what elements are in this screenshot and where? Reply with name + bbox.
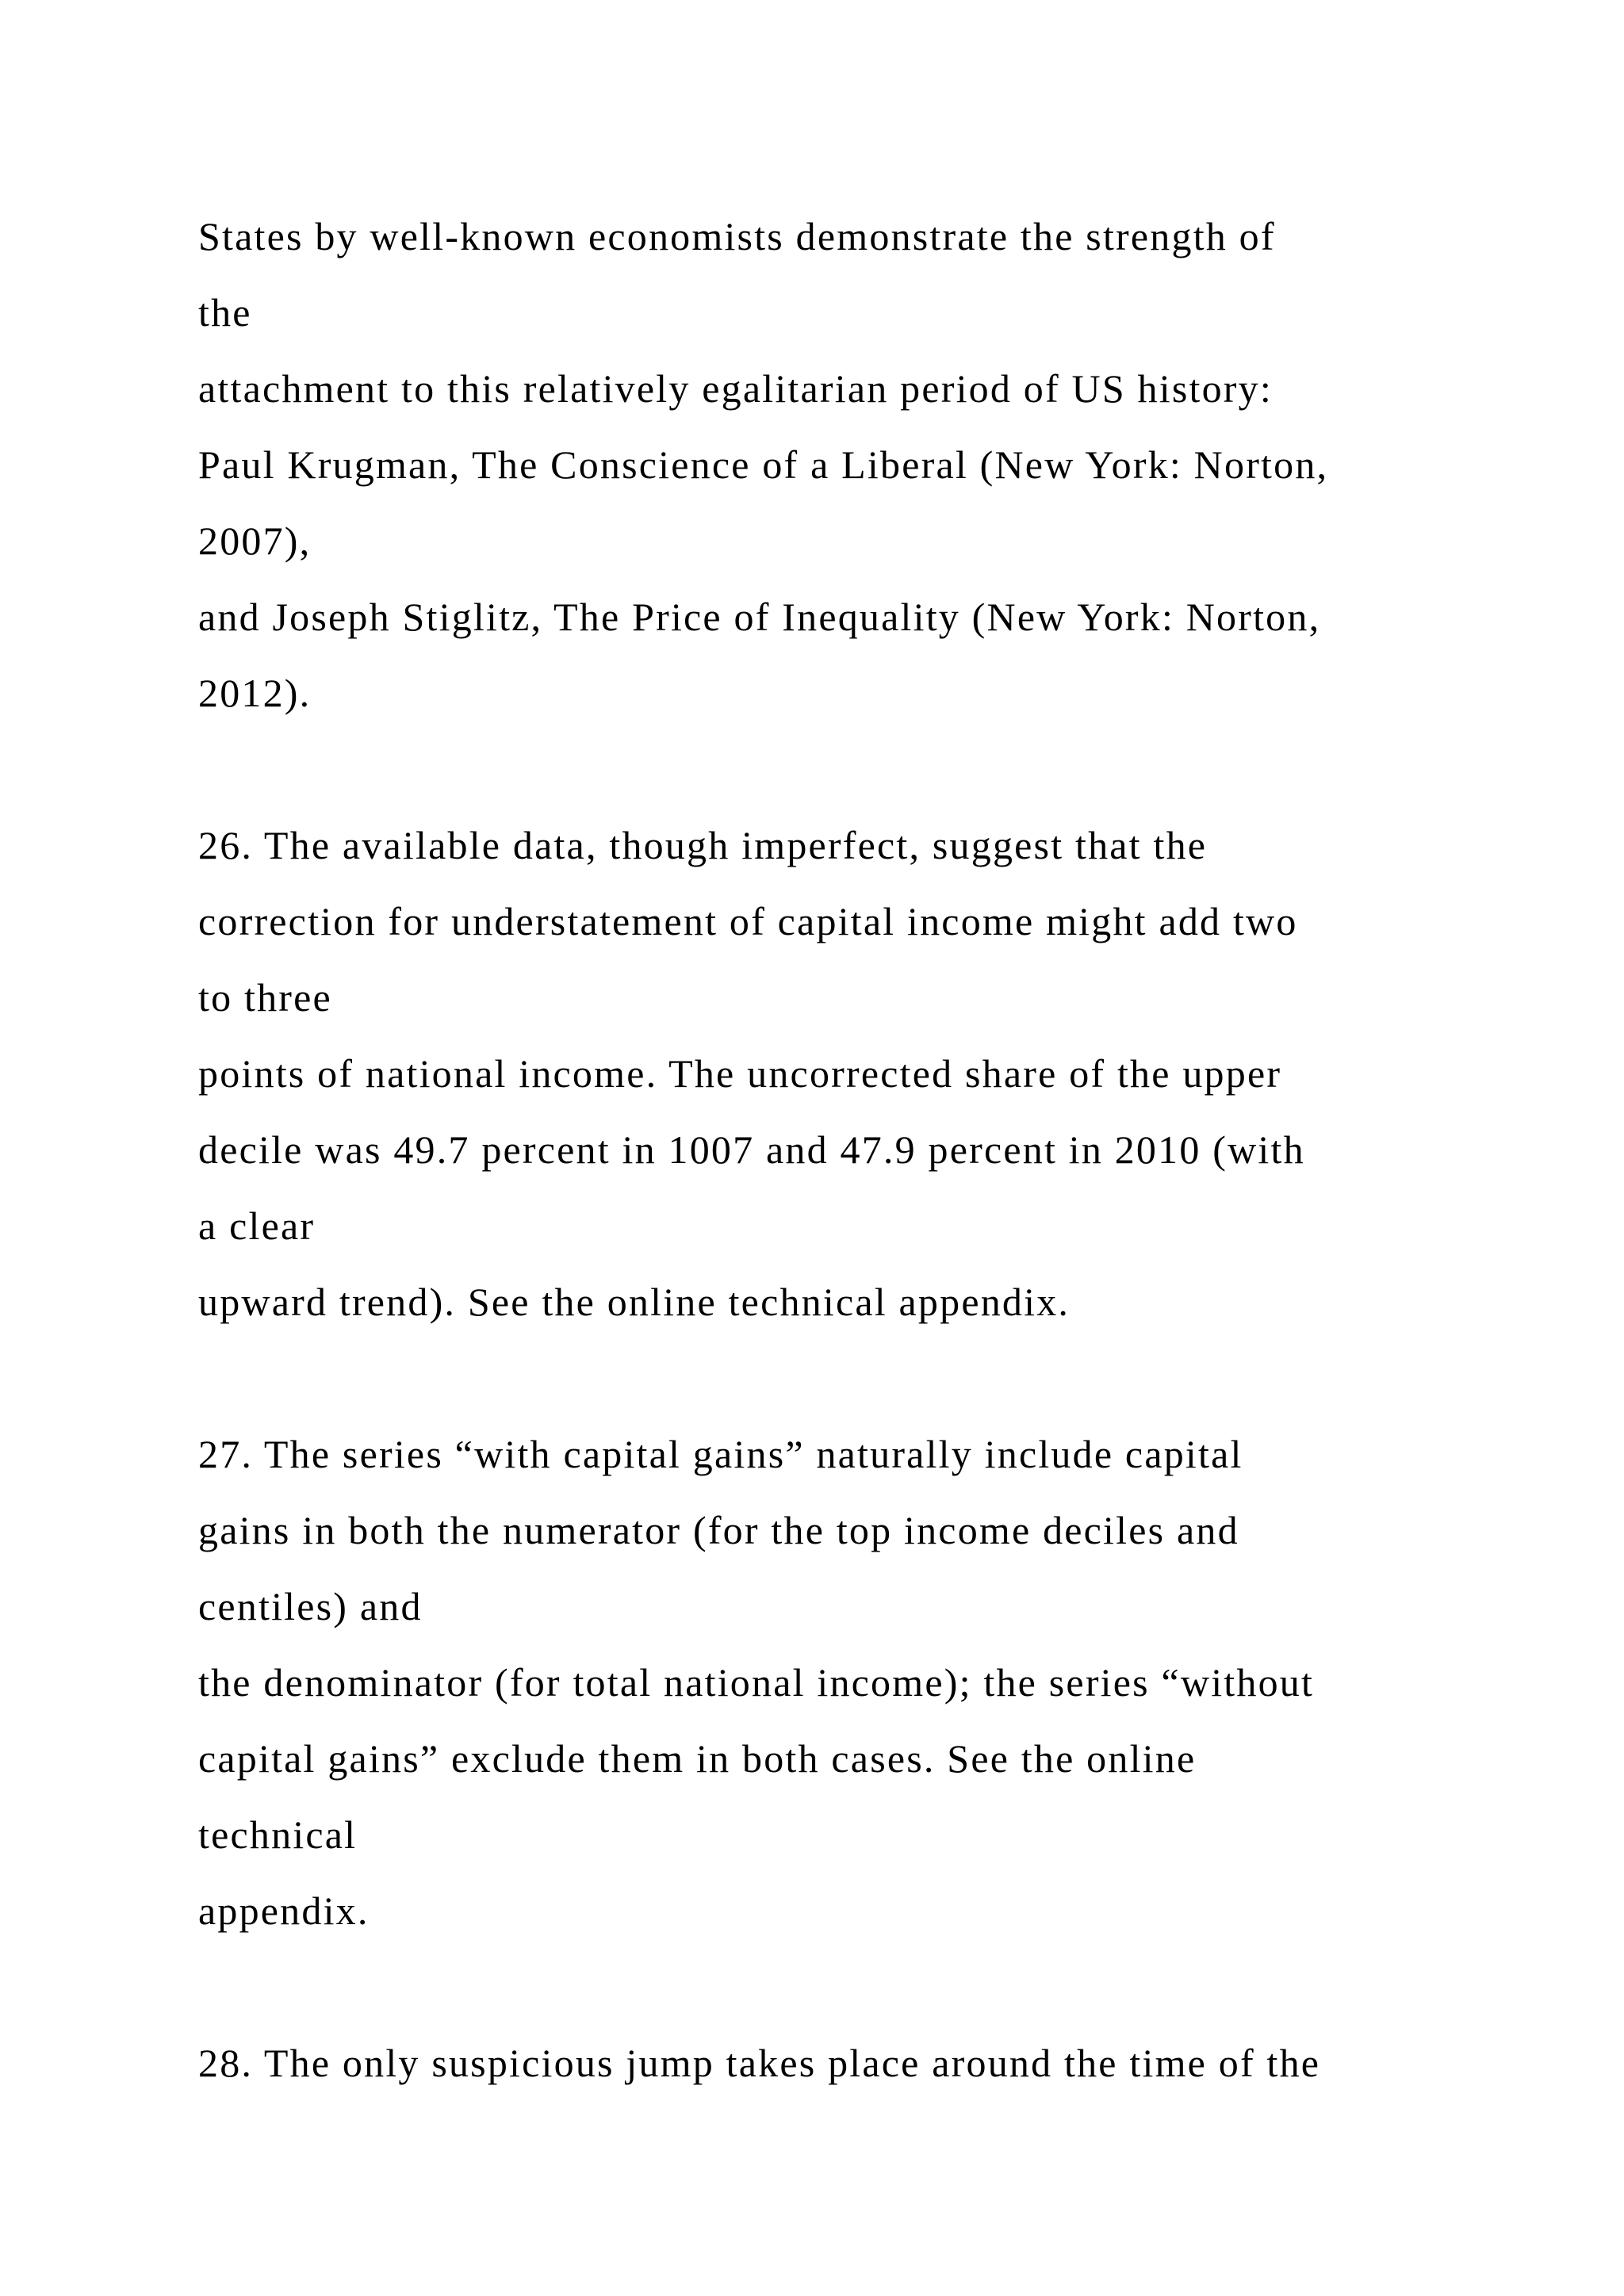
text-line: the denominator (for total national income); the series “without bbox=[198, 1660, 1315, 1705]
text-line: 2012). bbox=[198, 671, 312, 715]
text-line: appendix. bbox=[198, 1888, 370, 1933]
footnote-28-line: 28. The only suspicious jump takes place around the time of the bbox=[198, 2041, 1321, 2085]
paragraph-gap bbox=[198, 1949, 1467, 2025]
text-line: and Joseph Stiglitz, The Price of Inequality (New York: Norton, bbox=[198, 595, 1321, 639]
footnote-26-line: 26. The available data, though imperfect, suggest that the bbox=[198, 823, 1208, 867]
text-line: correction for understatement of capital income might add two bbox=[198, 899, 1298, 943]
text-line: technical bbox=[198, 1812, 358, 1857]
text-line: points of national income. The uncorrected share of the upper bbox=[198, 1051, 1282, 1096]
text-line: 2007), bbox=[198, 519, 312, 563]
text-line: capital gains” exclude them in both cases. See the online bbox=[198, 1736, 1197, 1781]
document-body-text bbox=[198, 198, 1467, 2101]
text-line: the bbox=[198, 290, 252, 335]
text-line: a clear bbox=[198, 1203, 316, 1248]
text-line: decile was 49.7 percent in 1007 and 47.9 percent in 2010 (with bbox=[198, 1127, 1305, 1172]
text-line: attachment to this relatively egalitarian period of US history: bbox=[198, 366, 1273, 411]
text-line: to three bbox=[198, 975, 332, 1020]
text-line: Paul Krugman, The Conscience of a Liberal (New York: Norton, bbox=[198, 442, 1329, 487]
footnote-27-line: 27. The series “with capital gains” naturally include capital bbox=[198, 1432, 1243, 1476]
paragraph-gap bbox=[198, 1340, 1467, 1416]
text-line: upward trend). See the online technical appendix. bbox=[198, 1280, 1071, 1324]
text-line: centiles) and bbox=[198, 1584, 423, 1628]
text-line: gains in both the numerator (for the top income deciles and bbox=[198, 1508, 1239, 1552]
text-line: States by well-known economists demonstrate the strength of bbox=[198, 214, 1276, 258]
paragraph-gap bbox=[198, 731, 1467, 807]
